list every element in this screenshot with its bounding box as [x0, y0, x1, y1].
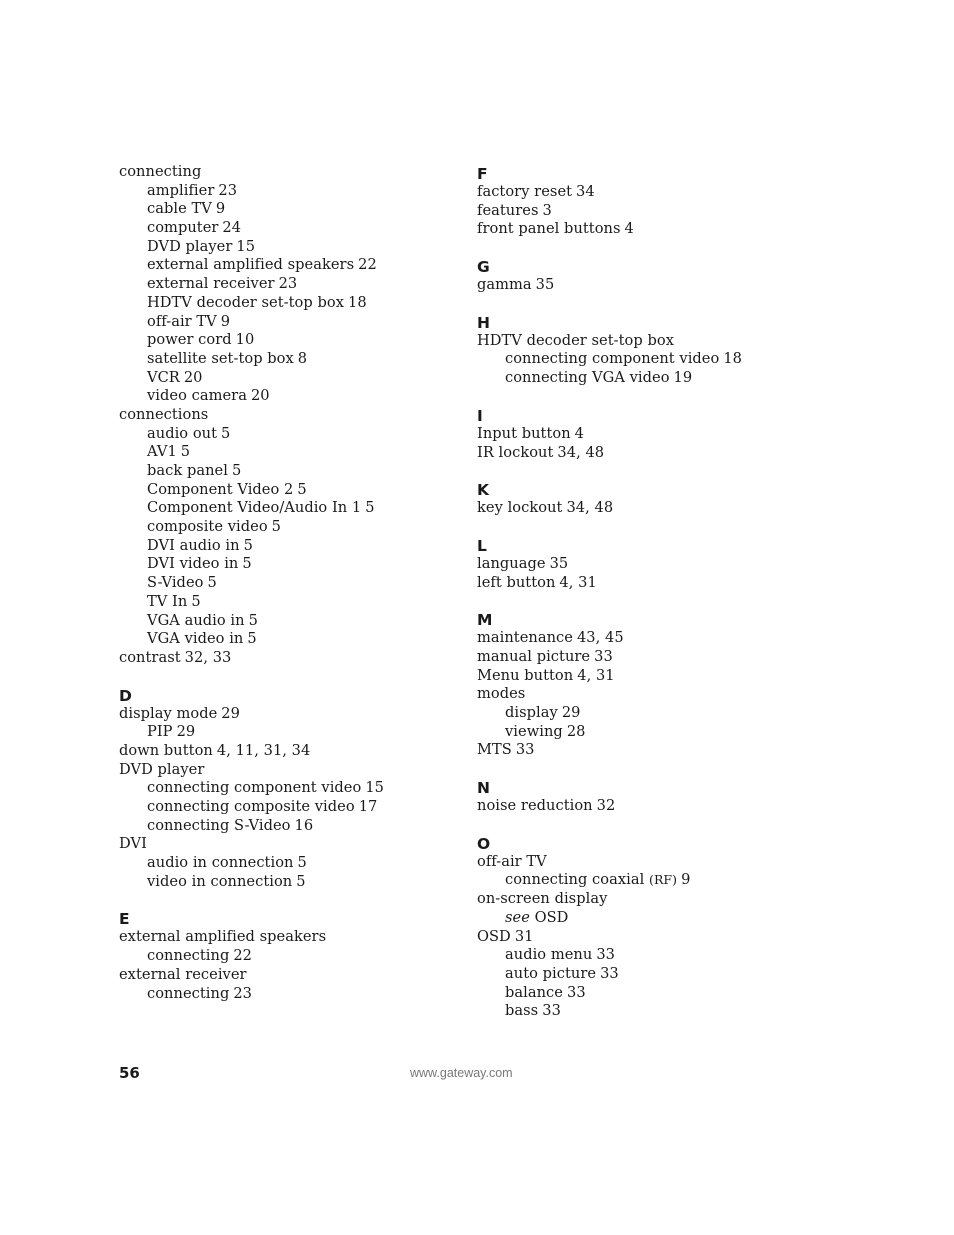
index-subentry	[477, 984, 777, 1003]
section-letter-g: G	[477, 258, 490, 277]
index-term: video in connection	[147, 872, 293, 890]
index-term: audio menu	[505, 946, 593, 964]
index-subentry	[477, 965, 777, 984]
index-entry	[119, 928, 419, 947]
index-term: Component Video/Audio In 1	[147, 499, 362, 517]
page-ref: 9	[215, 200, 226, 218]
index-term: off-air TV	[477, 852, 547, 870]
index-entry	[119, 835, 419, 854]
index-subentry	[477, 909, 777, 928]
index-entry	[119, 406, 419, 425]
section-letter-m: M	[477, 611, 493, 630]
page-ref: 10	[235, 331, 255, 349]
index-term: VCR	[147, 368, 180, 386]
page-ref: 20	[183, 368, 203, 386]
index-column-left	[119, 163, 419, 1003]
index-term: satellite set-top box	[147, 349, 294, 367]
page-ref: 17	[358, 798, 378, 815]
index-entry	[119, 649, 419, 668]
page-ref: 33	[596, 946, 615, 964]
index-entry	[477, 648, 777, 667]
index-term: TV In	[147, 592, 188, 610]
index-term: Input button	[477, 424, 571, 442]
index-subentry	[119, 200, 419, 219]
page-ref: 4, 31	[559, 573, 597, 591]
page-ref: 9	[220, 312, 231, 330]
page-ref: 8	[297, 349, 308, 367]
page-ref: 34, 48	[566, 499, 614, 517]
index-entry	[119, 966, 419, 985]
index-term: VGA video in	[147, 630, 244, 648]
index-subentry	[119, 630, 419, 649]
section-letter-k: K	[477, 481, 490, 500]
page-ref: 34	[576, 183, 595, 200]
index-term: MTS	[477, 741, 512, 759]
index-subentry	[119, 499, 419, 518]
index-term: IR lockout	[477, 443, 554, 461]
index-subentry	[119, 985, 419, 1004]
index-term: external receiver	[147, 275, 275, 293]
page-ref: 4, 11, 31, 34	[216, 741, 311, 759]
page-ref: 4	[574, 424, 585, 442]
index-term: connecting	[147, 984, 230, 1002]
index-term: OSD	[534, 908, 569, 926]
index-subentry	[119, 481, 419, 500]
index-subentry	[119, 574, 419, 593]
page-ref: 29	[176, 723, 196, 741]
index-term: PIP	[147, 723, 173, 741]
see-reference: see	[505, 908, 530, 926]
section-letter-f: F	[477, 165, 488, 183]
index-term: external amplified speakers	[119, 928, 327, 946]
section-letter-i: I	[477, 406, 483, 425]
page-ref: 5	[247, 630, 257, 648]
index-entry	[477, 741, 777, 760]
index-entry	[477, 685, 777, 704]
index-entry	[477, 928, 777, 947]
page-ref: 3	[542, 201, 552, 219]
index-term: connecting component video	[505, 350, 720, 368]
index-subentry	[119, 182, 419, 201]
index-term: back panel	[147, 462, 228, 479]
index-term: gamma	[477, 276, 532, 294]
index-entry	[477, 629, 777, 648]
index-term: connecting VGA video	[505, 369, 670, 387]
page-ref: 5	[297, 480, 307, 498]
index-subentry	[119, 219, 419, 238]
index-term: bass	[505, 1002, 539, 1020]
page-ref: 4	[624, 220, 634, 238]
index-term: DVD player	[119, 760, 205, 778]
index-entry	[477, 332, 777, 351]
index-entry	[477, 890, 777, 909]
index-term: AV1	[147, 443, 177, 461]
page-ref: 5	[365, 499, 375, 517]
index-subentry	[119, 462, 419, 481]
index-entry	[477, 797, 777, 816]
index-term: external receiver	[119, 965, 247, 983]
index-term: Menu button	[477, 666, 574, 684]
index-term: factory reset	[477, 183, 573, 200]
page-ref: 35	[535, 276, 555, 294]
index-term: off-air TV	[147, 312, 217, 330]
index-subentry	[119, 387, 419, 406]
index-entry	[477, 220, 777, 239]
page-ref: 33	[600, 964, 619, 982]
page-ref: 33	[515, 741, 535, 759]
index-term: VGA audio in	[147, 611, 245, 629]
page-ref: 18	[723, 350, 742, 368]
page-ref: 5	[191, 592, 201, 610]
page-ref: 18	[347, 293, 367, 311]
page-number: 56	[119, 1064, 140, 1082]
page-ref: 5	[180, 443, 191, 461]
index-subentry	[119, 873, 419, 892]
page-ref: 22	[358, 256, 377, 274]
index-subentry	[119, 275, 419, 294]
page-ref: 20	[250, 387, 270, 405]
index-entry	[119, 761, 419, 780]
index-abbr: (RF)	[649, 872, 678, 888]
index-column-right	[477, 165, 777, 1021]
index-subentry	[119, 947, 419, 966]
index-subentry	[119, 369, 419, 388]
page-ref: 5	[221, 424, 231, 442]
page-ref: 5	[231, 462, 242, 479]
index-term: audio out	[147, 424, 218, 442]
page-ref: 5	[242, 555, 252, 573]
page-ref: 29	[561, 704, 581, 721]
index-term: connecting coaxial	[505, 871, 645, 889]
index-subentry	[119, 331, 419, 350]
index-term: computer	[147, 219, 219, 237]
page-ref: 5	[271, 518, 281, 536]
index-entry	[477, 853, 777, 872]
index-term: DVI	[119, 835, 147, 853]
index-term: connecting component video	[147, 779, 362, 797]
index-term: auto picture	[505, 964, 597, 982]
index-subentry	[119, 537, 419, 556]
index-term: manual picture	[477, 647, 591, 665]
page-ref: 32, 33	[184, 648, 232, 666]
page-ref: 43, 45	[576, 629, 624, 647]
index-term: balance	[505, 983, 563, 1001]
index-subentry	[477, 1002, 777, 1021]
index-term: display mode	[119, 704, 218, 722]
index-subentry	[119, 425, 419, 444]
index-term: audio in connection	[147, 854, 294, 872]
index-term: contrast	[119, 648, 181, 666]
index-entry	[119, 163, 419, 182]
index-term: HDTV decoder set-top box	[147, 293, 344, 311]
index-subentry	[477, 946, 777, 965]
section-letter-o: O	[477, 834, 491, 853]
index-term: connections	[119, 405, 209, 423]
index-subentry	[119, 555, 419, 574]
page-ref: 28	[566, 722, 586, 740]
page-ref: 15	[236, 237, 256, 255]
section-letter-e: E	[119, 910, 130, 929]
index-term: noise reduction	[477, 797, 593, 815]
page-ref: 23	[218, 181, 238, 199]
index-entry	[477, 574, 777, 593]
page-ref: 5	[243, 536, 253, 554]
index-subentry	[119, 238, 419, 257]
index-term: DVD player	[147, 237, 233, 255]
page-ref: 31	[514, 927, 534, 945]
index-subentry	[119, 593, 419, 612]
index-entry	[477, 276, 777, 295]
index-entry	[119, 705, 419, 724]
section-letter-n: N	[477, 779, 490, 798]
index-term: front panel buttons	[477, 220, 621, 238]
page-ref: 5	[207, 574, 217, 592]
index-subentry	[119, 313, 419, 332]
page-ref: 5	[248, 611, 258, 629]
section-letter-l: L	[477, 536, 487, 555]
page-ref: 33	[566, 983, 586, 1001]
index-entry	[477, 555, 777, 574]
index-term: maintenance	[477, 629, 573, 647]
index-entry	[477, 667, 777, 686]
index-term: down button	[119, 741, 213, 759]
index-entry	[477, 183, 777, 202]
index-subentry	[477, 871, 777, 890]
index-entry	[477, 202, 777, 221]
page-ref: 9	[681, 871, 691, 889]
index-term: modes	[477, 685, 526, 703]
index-term: features	[477, 201, 539, 219]
index-entry	[477, 499, 777, 518]
page-ref: 19	[673, 369, 693, 387]
index-subentry	[119, 612, 419, 631]
index-term: composite video	[147, 518, 268, 536]
section-letter-h: H	[477, 313, 490, 332]
index-term: connecting S-Video	[147, 816, 291, 834]
section-letter-d: D	[119, 686, 132, 705]
index-term: on-screen display	[477, 890, 608, 908]
index-term: S-Video	[147, 574, 204, 592]
index-subentry	[119, 779, 419, 798]
index-term: connecting	[147, 947, 230, 965]
page-ref: 16	[294, 816, 314, 834]
index-subentry	[119, 723, 419, 742]
index-term: power cord	[147, 331, 232, 349]
index-term: amplifier	[147, 181, 215, 199]
page-ref: 29	[221, 704, 240, 722]
index-subentry	[119, 518, 419, 537]
page-ref: 22	[233, 947, 253, 965]
page-ref: 33	[542, 1002, 561, 1020]
index-subentry	[477, 350, 777, 369]
index-term: connecting composite video	[147, 798, 355, 815]
index-entry	[477, 425, 777, 444]
index-subentry	[477, 723, 777, 742]
index-term: left button	[477, 573, 556, 591]
index-term: DVI video in	[147, 555, 239, 573]
index-term: Component Video 2	[147, 480, 294, 498]
page-ref: 5	[297, 854, 307, 872]
index-subentry	[119, 817, 419, 836]
index-term: video camera	[147, 387, 247, 405]
index-subentry	[477, 369, 777, 388]
index-subentry	[119, 350, 419, 369]
page-ref: 23	[233, 984, 253, 1002]
page-ref: 35	[549, 554, 569, 572]
index-subentry	[119, 854, 419, 873]
index-entry	[477, 444, 777, 463]
page-ref: 32	[596, 797, 616, 815]
page-ref: 5	[296, 872, 306, 890]
index-subentry	[477, 704, 777, 723]
index-subentry	[119, 443, 419, 462]
index-term: DVI audio in	[147, 536, 240, 554]
index-subentry	[119, 798, 419, 817]
page-ref: 15	[365, 779, 384, 797]
page-ref: 23	[278, 275, 298, 293]
index-term: HDTV decoder set-top box	[477, 331, 674, 349]
page-ref: 34, 48	[557, 443, 605, 461]
page-ref: 24	[222, 219, 242, 237]
page-ref: 4, 31	[577, 666, 615, 684]
page-ref: 33	[594, 647, 613, 665]
index-term: cable TV	[147, 200, 212, 218]
index-subentry	[119, 256, 419, 275]
footer-url: www.gateway.com	[410, 1066, 513, 1080]
index-term: language	[477, 554, 546, 572]
index-term: key lockout	[477, 499, 563, 517]
index-subentry	[119, 294, 419, 313]
index-term: OSD	[477, 927, 511, 945]
index-entry	[119, 742, 419, 761]
index-term: external amplified speakers	[147, 256, 355, 274]
index-term: display	[505, 704, 558, 721]
index-term: connecting	[119, 163, 202, 180]
index-term: viewing	[505, 722, 563, 740]
